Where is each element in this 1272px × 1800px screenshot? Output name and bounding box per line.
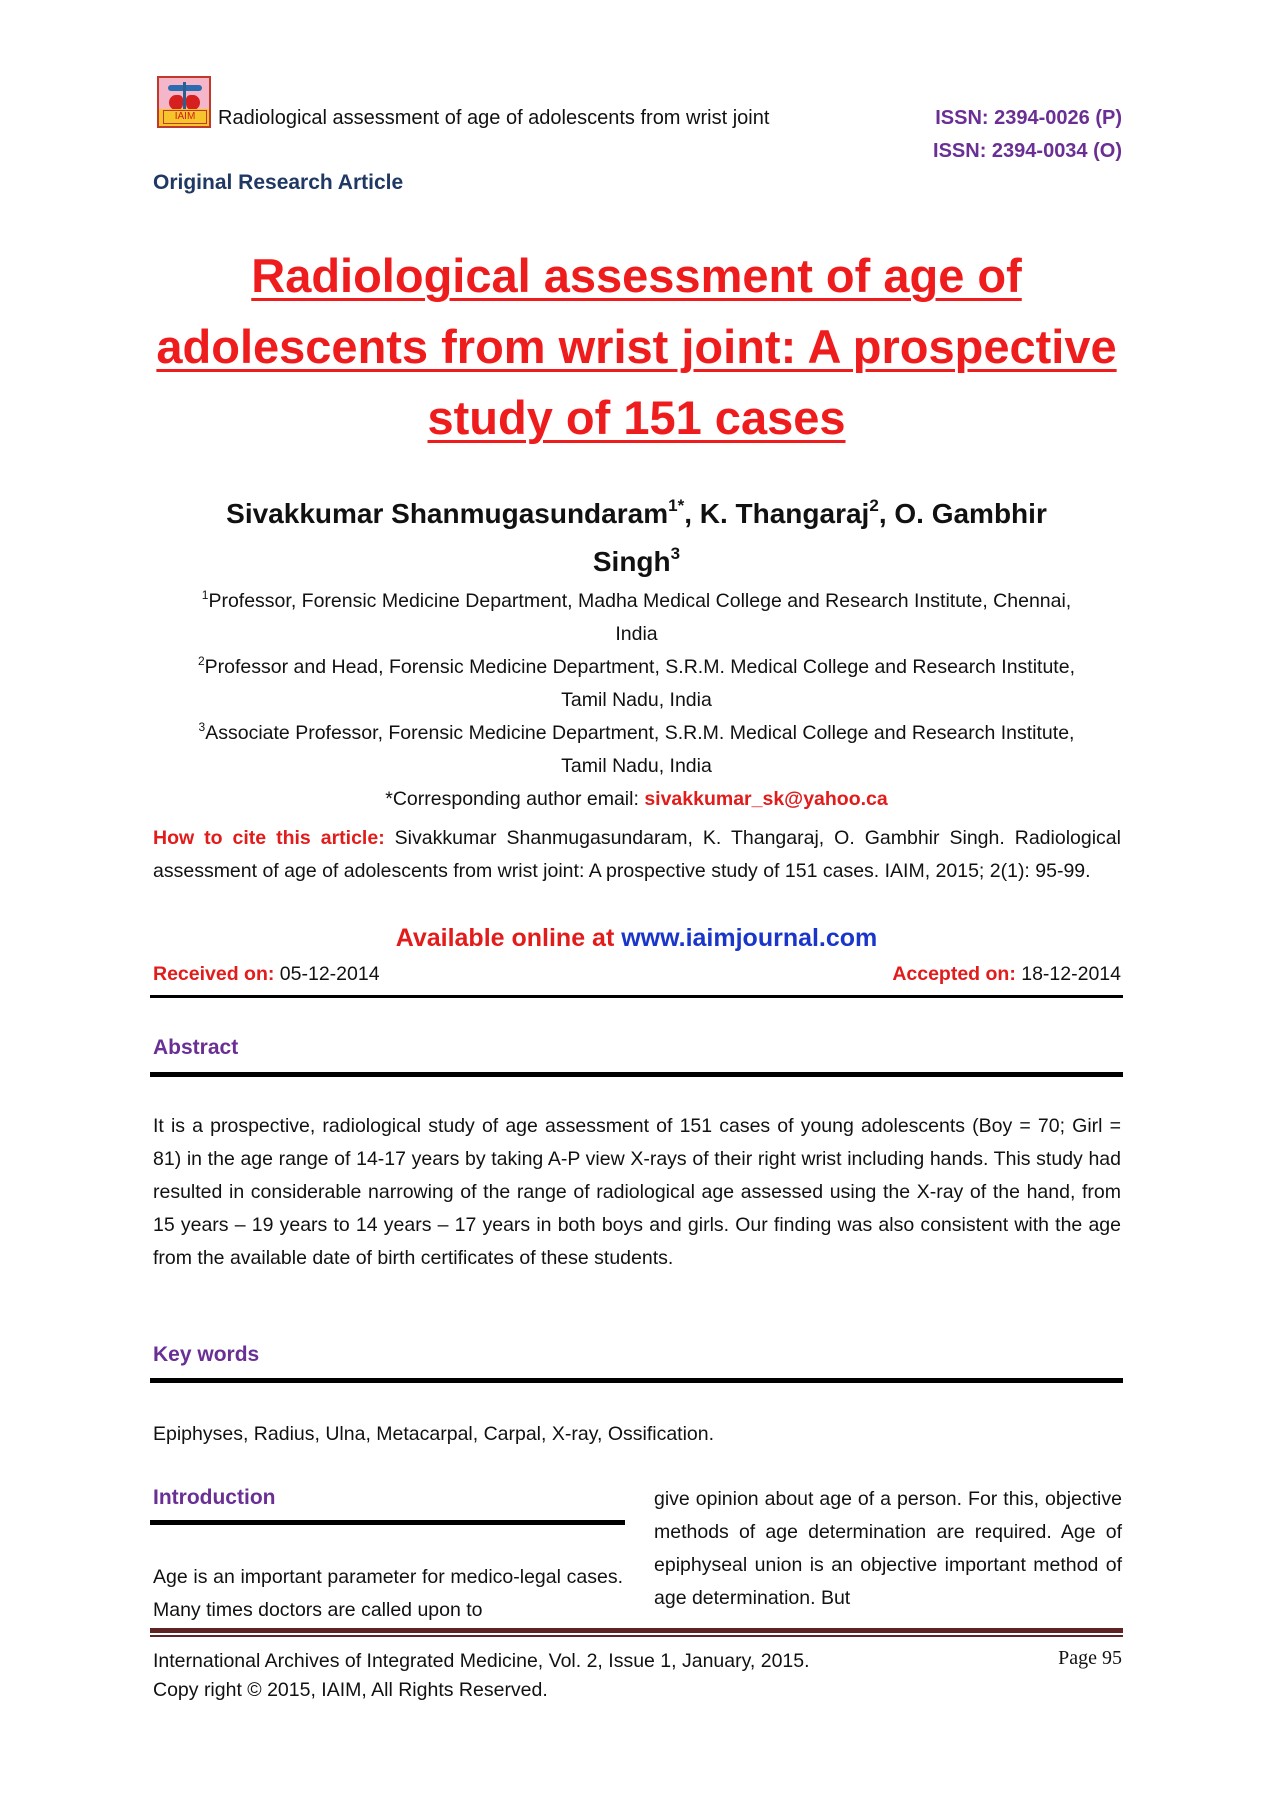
affiliation-2 [150, 651, 1123, 684]
footer-rule [150, 1628, 1123, 1633]
cite-label: How to cite this article: [153, 827, 385, 849]
author-list [150, 490, 1123, 586]
available-online-label: Available online at [395, 924, 622, 952]
author-1-affil-mark: 1* [668, 496, 685, 515]
running-title: Radiological assessment of age of adolescents from wrist joint [218, 107, 770, 129]
author-3-affil-mark: 3 [670, 544, 681, 563]
affiliation-1-line1: Professor, Forensic Medicine Department, Madha Medical College and Research Institute, Chennai, [208, 590, 1072, 612]
title-line-3: study of 151 cases [427, 391, 846, 444]
affiliation-3-line2: Tamil Nadu, India [561, 755, 712, 777]
footer-copyright: Copy right © 2015, IAIM, All Rights Reserved. [153, 1679, 548, 1701]
page-number: Page 95 [1058, 1647, 1122, 1669]
author-2-affil-mark: 2 [869, 496, 879, 515]
title-line-2: adolescents from wrist joint: A prospective [156, 320, 1117, 373]
author-1: Sivakkumar Shanmugasundaram [226, 498, 669, 529]
paper-title [150, 240, 1123, 453]
accepted-label: Accepted on: [892, 963, 1016, 985]
corresponding-email-link[interactable]: sivakkumar_sk@yahoo.ca [644, 788, 888, 810]
received-label: Received on: [153, 963, 275, 985]
author-3-part2: Singh [592, 546, 671, 577]
affiliation-3-mark: 3 [198, 720, 206, 734]
corresponding-author [150, 783, 1123, 816]
keywords-divider [150, 1378, 1123, 1383]
iaim-logo [157, 76, 211, 128]
accepted-date [892, 963, 1121, 986]
abstract-text: It is a prospective, radiological study of age assessment of 151 cases of young adolescents (Boy = 70; Girl = 81) in the age range of 14-17 years by taking A-P view X-rays of their right wrist including hands. This study had resulted in considerable narrowing of the range of radiological age assessed using the X-ray of the hand, from 15 years – 19 years to 14 years – 17 years in both boys and girls. Our finding was also consistent with the age from the available date of birth certificates of these students. [153, 1115, 1121, 1269]
abstract-heading: Abstract [153, 1036, 239, 1059]
affiliation-3 [150, 717, 1123, 750]
introduction-divider [150, 1520, 625, 1525]
lung-left-icon [169, 95, 183, 110]
affiliations [150, 585, 1123, 816]
issn-print: ISSN: 2394-0026 (P) [935, 107, 1122, 129]
received-date [153, 963, 380, 986]
dates-divider [150, 995, 1123, 998]
footer-rule-thin [150, 1635, 1123, 1637]
introduction-text-right: give opinion about age of a person. For this, objective methods of age determination are required. Age of epiphyseal union is an objective important method of age determination. But [654, 1488, 1122, 1609]
introduction-text-left: Age is an important parameter for medico-legal cases. Many times doctors are called upon to [153, 1566, 623, 1621]
received-value: 05-12-2014 [274, 963, 380, 985]
affiliation-2-mark: 2 [197, 654, 205, 668]
corresponding-label: *Corresponding author email: [385, 788, 645, 810]
footer-info [153, 1647, 810, 1705]
affiliation-2-line2: Tamil Nadu, India [561, 689, 712, 711]
affiliation-3-line1: Associate Professor, Forensic Medicine Department, S.R.M. Medical College and Research Institute, [205, 722, 1075, 744]
title-line-1: Radiological assessment of age of [251, 249, 1022, 302]
affiliation-1-line2: India [615, 623, 658, 645]
lung-right-icon [186, 95, 200, 110]
issn-online: ISSN: 2394-0034 (O) [933, 140, 1122, 162]
accepted-value: 18-12-2014 [1015, 963, 1121, 985]
affiliation-1 [150, 585, 1123, 618]
article-dates [153, 963, 1121, 986]
cite-text: Sivakkumar Shanmugasundaram, K. Thangaraj, O. Gambhir Singh. Radiological assessment of age of adolescents from wrist joint: A prospective study of 151 cases. IAIM, 2015; 2(1): 95-99. [153, 827, 1121, 882]
author-3-part1: , O. Gambhir [878, 498, 1047, 529]
affiliation-1-mark: 1 [201, 588, 209, 602]
how-to-cite [153, 822, 1121, 888]
keywords-text: Epiphyses, Radius, Ulna, Metacarpal, Carpal, X-ray, Ossification. [153, 1423, 715, 1445]
available-online [150, 924, 1123, 953]
abstract-divider [150, 1072, 1123, 1077]
affiliation-2-line1: Professor and Head, Forensic Medicine Department, S.R.M. Medical College and Research Institute, [204, 656, 1075, 678]
author-2: , K. Thangaraj [684, 498, 870, 529]
footer-journal: International Archives of Integrated Medicine, Vol. 2, Issue 1, January, 2015. [153, 1650, 810, 1672]
journal-url-link[interactable]: www.iaimjournal.com [621, 924, 878, 952]
article-type: Original Research Article [153, 171, 404, 194]
keywords-heading: Key words [153, 1343, 260, 1366]
introduction-heading: Introduction [153, 1486, 276, 1509]
logo-label: IAIM [163, 110, 207, 124]
